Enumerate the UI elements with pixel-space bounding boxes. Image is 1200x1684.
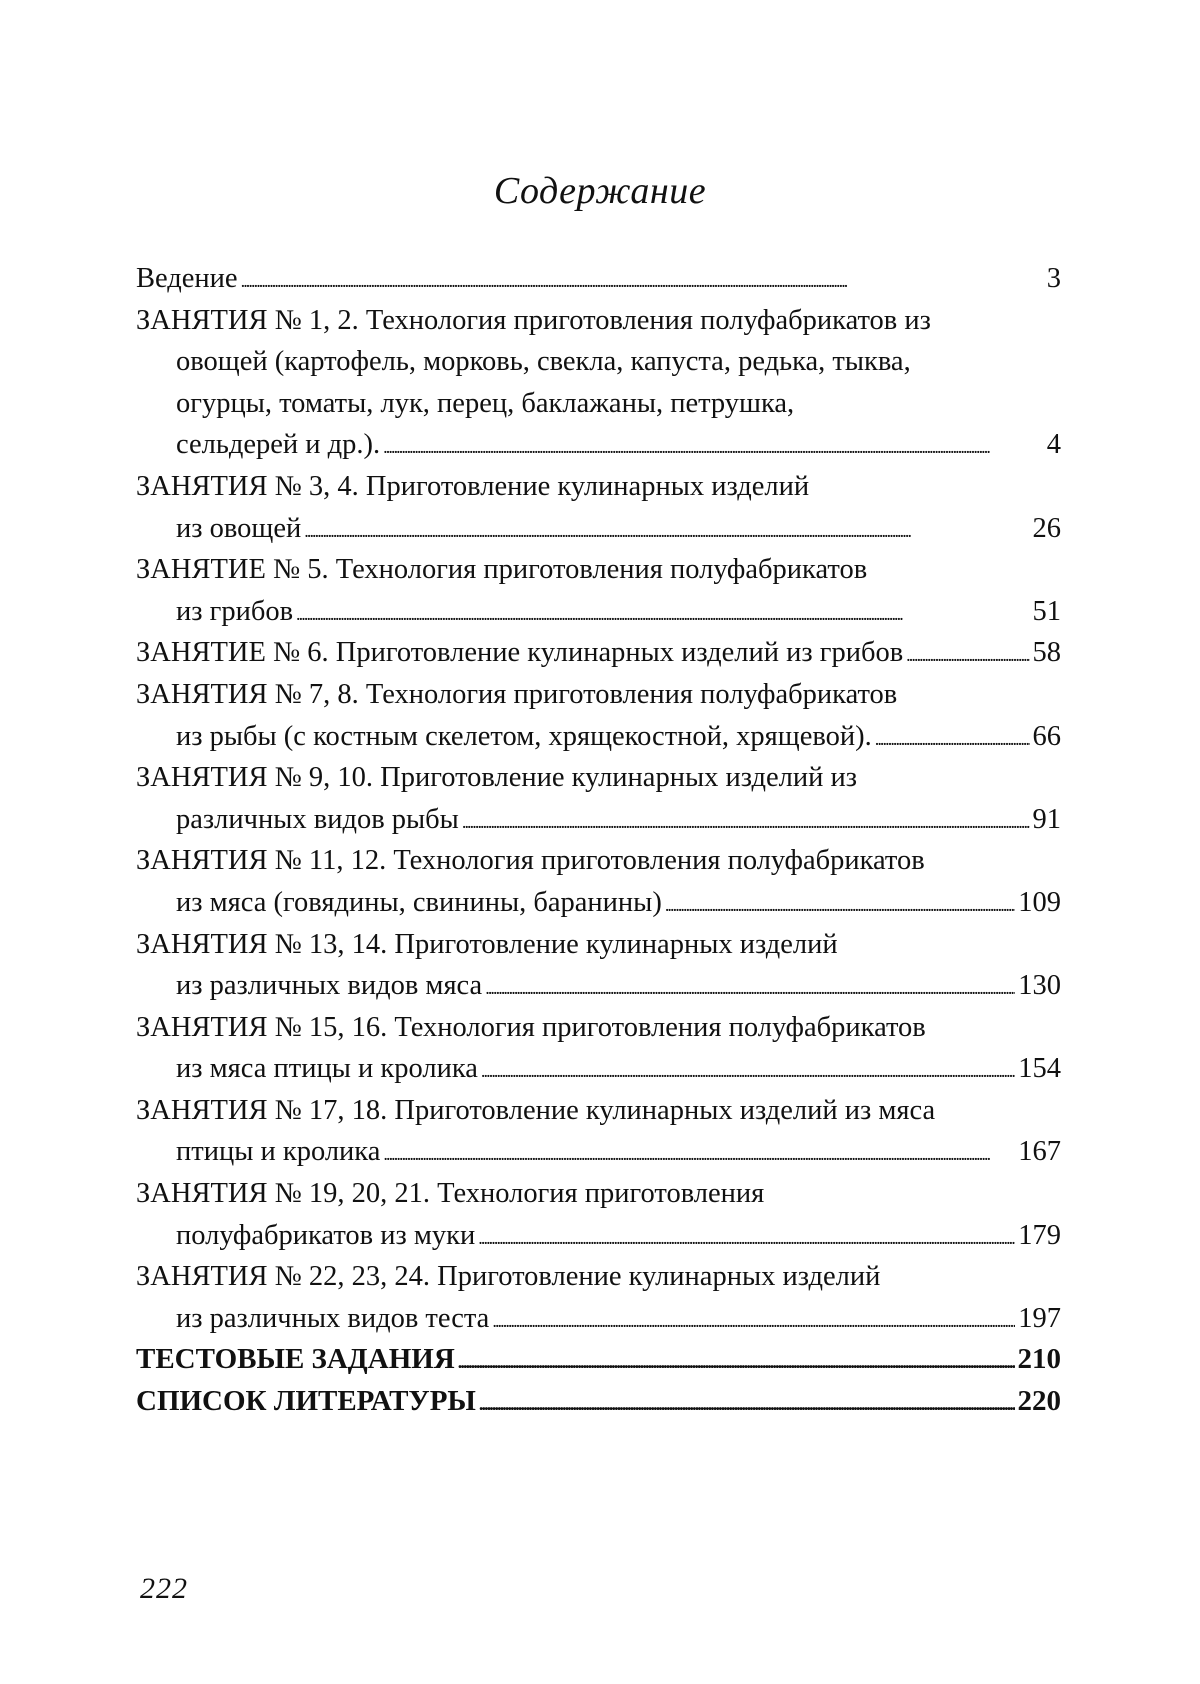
toc-entry bbox=[136, 258, 1061, 300]
toc-entry-text: из овощей bbox=[176, 512, 302, 544]
toc-entry bbox=[136, 632, 1061, 674]
toc-entry-line bbox=[136, 341, 1061, 383]
toc-page-number: 210 bbox=[1017, 1343, 1061, 1376]
dot-leader bbox=[665, 882, 1015, 924]
toc-page-number: 66 bbox=[1032, 720, 1061, 752]
toc-entry-last-line bbox=[136, 591, 1061, 633]
page-title: Содержание bbox=[493, 170, 707, 212]
toc-entry-last-line bbox=[136, 632, 1061, 674]
toc-entry-last-line bbox=[136, 965, 1061, 1007]
toc-entry-line bbox=[136, 549, 1061, 591]
dot-leader bbox=[458, 1339, 1015, 1381]
dot-leader bbox=[875, 716, 1030, 758]
toc-entry-text: ЗАНЯТИЕ № 5. Технология приготовления полуфабрикатов bbox=[136, 554, 868, 586]
toc-entry-line bbox=[136, 757, 1061, 799]
toc-page-number: 220 bbox=[1017, 1385, 1061, 1418]
toc-page-number: 4 bbox=[1046, 429, 1061, 461]
toc-entry-last-line bbox=[136, 882, 1061, 924]
toc-entry bbox=[136, 1339, 1061, 1381]
dot-leader bbox=[485, 965, 1015, 1007]
toc-entry-text: ЗАНЯТИЯ № 22, 23, 24. Приготовление кулинарных изделий bbox=[136, 1261, 881, 1293]
toc-entry-text: ЗАНЯТИЯ № 13, 14. Приготовление кулинарных изделий bbox=[136, 928, 838, 960]
toc-page-number: 91 bbox=[1032, 803, 1061, 835]
toc-entry-line bbox=[136, 300, 1061, 342]
toc-entry bbox=[136, 1090, 1061, 1173]
toc-entry-text: птицы и кролика bbox=[176, 1136, 381, 1168]
toc-page-number: 51 bbox=[1032, 595, 1061, 627]
toc-entry-line bbox=[136, 924, 1061, 966]
dot-leader bbox=[383, 424, 1044, 466]
dot-leader bbox=[492, 1298, 1015, 1340]
toc-entry-text: ЗАНЯТИЯ № 9, 10. Приготовление кулинарных изделий из bbox=[136, 762, 857, 794]
toc-entry-text: из мяса птицы и кролика bbox=[176, 1053, 478, 1085]
toc-entry-last-line bbox=[136, 258, 1061, 300]
toc-entry bbox=[136, 924, 1061, 1007]
toc-entry-line bbox=[136, 1090, 1061, 1132]
toc-entry bbox=[136, 1007, 1061, 1090]
toc-entry-text: ЗАНЯТИЕ № 6. Приготовление кулинарных изделий из грибов bbox=[136, 637, 904, 669]
toc-entry-line bbox=[136, 840, 1061, 882]
toc-entry-text: ЗАНЯТИЯ № 15, 16. Технология приготовления полуфабрикатов bbox=[136, 1011, 926, 1043]
toc-entry-text: полуфабрикатов из муки bbox=[176, 1219, 476, 1251]
toc-page-number: 58 bbox=[1032, 637, 1061, 669]
dot-leader bbox=[383, 1131, 1015, 1173]
toc-entry-text: Ведение bbox=[136, 263, 238, 294]
toc-entry bbox=[136, 1173, 1061, 1256]
toc-entry-text: овощей (картофель, морковь, свекла, капуста, редька, тыква, bbox=[176, 346, 911, 378]
toc-entry-last-line bbox=[136, 1048, 1061, 1090]
dot-leader bbox=[481, 1048, 1015, 1090]
toc-entry-last-line bbox=[136, 508, 1061, 550]
toc-entry bbox=[136, 300, 1061, 466]
toc-entry-text: ЗАНЯТИЯ № 3, 4. Приготовление кулинарных изделий bbox=[136, 470, 810, 502]
toc-page-number: 167 bbox=[1018, 1136, 1061, 1168]
toc-page-number: 154 bbox=[1018, 1053, 1061, 1085]
toc-entry bbox=[136, 549, 1061, 632]
toc-entry-text: из различных видов теста bbox=[176, 1302, 490, 1334]
toc-page-number: 26 bbox=[1032, 512, 1061, 544]
toc-entry-text: из различных видов мяса bbox=[176, 970, 483, 1002]
toc-page-number: 179 bbox=[1018, 1219, 1061, 1251]
dot-leader bbox=[462, 799, 1030, 841]
toc-entry-last-line bbox=[136, 1131, 1061, 1173]
toc-entry bbox=[136, 674, 1061, 757]
toc-entry-line bbox=[136, 383, 1061, 425]
toc-entry bbox=[136, 1256, 1061, 1339]
toc-entry-line bbox=[136, 1173, 1061, 1215]
toc-entry-text: ТЕСТОВЫЕ ЗАДАНИЯ bbox=[136, 1343, 455, 1376]
toc-entry-text: различных видов рыбы bbox=[176, 803, 459, 835]
toc-page-number: 3 bbox=[1046, 263, 1061, 294]
toc-entry-text: сельдерей и др.). bbox=[176, 429, 381, 461]
dot-leader bbox=[304, 508, 1029, 550]
toc-entry-text: из рыбы (с костным скелетом, хрящекостной, хрящевой). bbox=[176, 720, 872, 752]
toc-entry-last-line bbox=[136, 1298, 1061, 1340]
toc-entry-text: ЗАНЯТИЯ № 19, 20, 21. Технология приготовления bbox=[136, 1178, 765, 1210]
toc-entry bbox=[136, 840, 1061, 923]
dot-leader bbox=[906, 632, 1029, 674]
toc-entry bbox=[136, 757, 1061, 840]
dot-leader bbox=[296, 591, 1029, 633]
dot-leader bbox=[479, 1381, 1015, 1423]
toc-entry-last-line bbox=[136, 424, 1061, 466]
toc-entry-last-line bbox=[136, 716, 1061, 758]
toc-entry-last-line bbox=[136, 1381, 1061, 1423]
dot-leader bbox=[241, 258, 1044, 300]
toc-entry-last-line bbox=[136, 1215, 1061, 1257]
page-number: 222 bbox=[140, 1572, 188, 1605]
toc-entry-line bbox=[136, 466, 1061, 508]
dot-leader bbox=[478, 1215, 1015, 1257]
toc-entry-line bbox=[136, 1256, 1061, 1298]
toc-entry-last-line bbox=[136, 1339, 1061, 1381]
toc-entry-text: из мяса (говядины, свинины, баранины) bbox=[176, 886, 662, 918]
table-of-contents bbox=[136, 258, 1061, 1423]
toc-entry bbox=[136, 466, 1061, 549]
toc-entry-line bbox=[136, 674, 1061, 716]
toc-entry-text: огурцы, томаты, лук, перец, баклажаны, петрушка, bbox=[176, 387, 795, 419]
toc-page-number: 197 bbox=[1018, 1302, 1061, 1334]
toc-entry-text: из грибов bbox=[176, 595, 294, 627]
toc-entry-line bbox=[136, 1007, 1061, 1049]
toc-entry bbox=[136, 1381, 1061, 1423]
toc-entry-text: ЗАНЯТИЯ № 11, 12. Технология приготовления полуфабрикатов bbox=[136, 845, 925, 877]
toc-entry-text: ЗАНЯТИЯ № 1, 2. Технология приготовления полуфабрикатов из bbox=[136, 304, 931, 336]
toc-entry-text: СПИСОК ЛИТЕРАТУРЫ bbox=[136, 1385, 476, 1418]
toc-page-number: 109 bbox=[1018, 886, 1061, 918]
toc-entry-text: ЗАНЯТИЯ № 7, 8. Технология приготовления полуфабрикатов bbox=[136, 678, 898, 710]
toc-page-number: 130 bbox=[1018, 970, 1061, 1002]
toc-entry-text: ЗАНЯТИЯ № 17, 18. Приготовление кулинарных изделий из мяса bbox=[136, 1094, 936, 1126]
toc-entry-last-line bbox=[136, 799, 1061, 841]
